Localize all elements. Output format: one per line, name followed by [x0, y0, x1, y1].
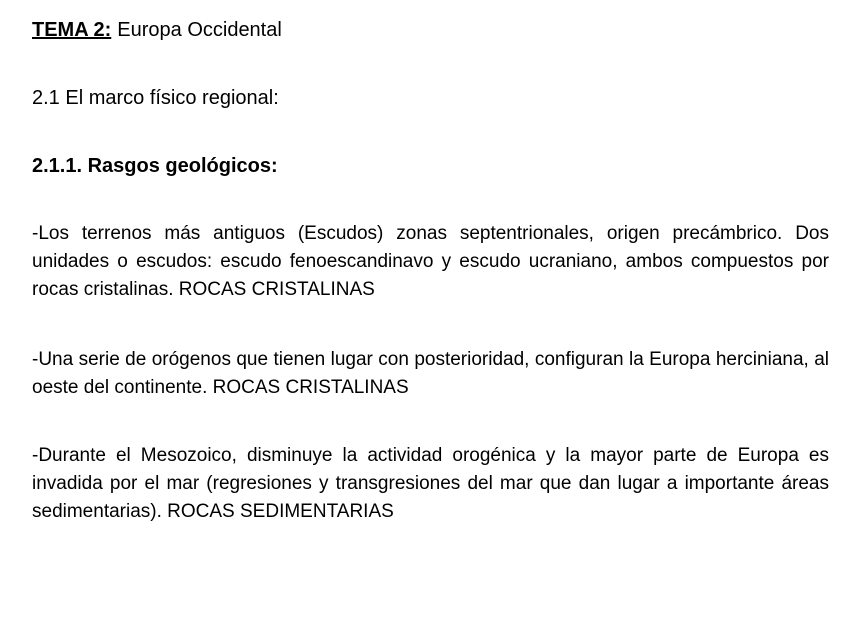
title-text: Europa Occidental [117, 19, 282, 41]
paragraph-orogenos: -Una serie de orógenos que tienen lugar con posterioridad, configuran la Europa herciniana, al oeste del continente. ROCAS CRISTALINAS [32, 349, 829, 398]
title-label: TEMA 2: [32, 19, 112, 41]
section-heading: 2.1 El marco físico regional: [32, 87, 279, 109]
document-title [32, 16, 829, 44]
document-page [32, 16, 829, 545]
subsection-heading: 2.1.1. Rasgos geológicos: [32, 155, 278, 177]
paragraph-mesozoico: -Durante el Mesozoico, disminuye la actividad orogénica y la mayor parte de Europa es invadida por el mar (regresiones y transgresiones del mar que dan lugar a importante áreas sedimentarias). ROCAS SEDIMENTARIAS [32, 445, 829, 522]
paragraph-escudos: -Los terrenos más antiguos (Escudos) zonas septentrionales, origen precámbrico. Dos unidades o escudos: escudo fenoescandinavo y escudo ucraniano, ambos compuestos por rocas cristalinas. ROCAS CRISTALINAS [32, 223, 829, 300]
